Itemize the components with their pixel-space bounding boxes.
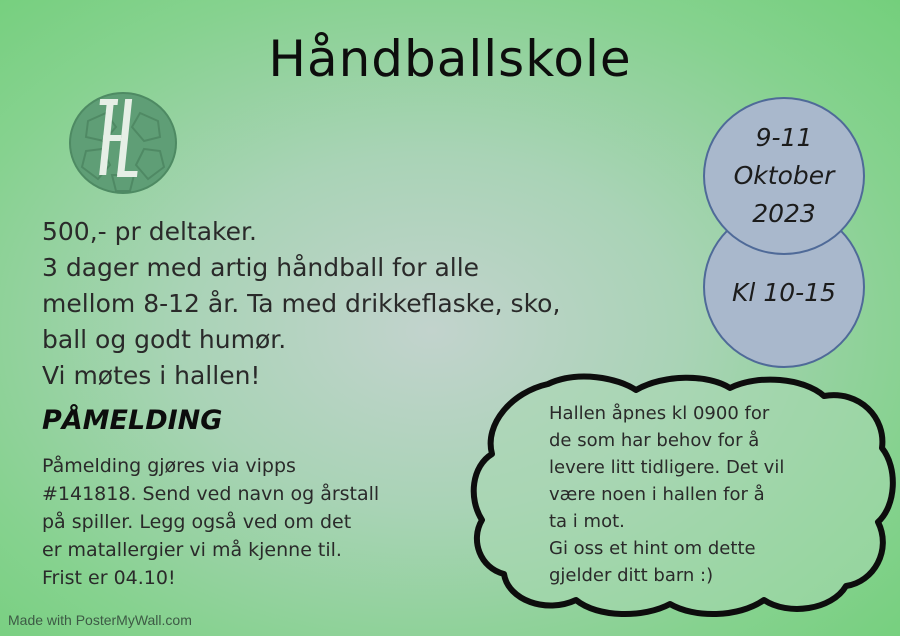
date-day: 9-11: [755, 123, 813, 152]
registration-line: Frist er 04.10!: [42, 567, 176, 589]
watermark: Made with PosterMyWall.com: [8, 612, 192, 628]
registration-line: Påmelding gjøres via vipps: [42, 455, 296, 477]
note-line: være noen i hallen for å: [549, 484, 765, 505]
poster-title: Håndballskole: [268, 30, 632, 88]
note-line: de som har behov for å: [549, 430, 760, 451]
cloud-note: [549, 400, 849, 589]
date-month: Oktober: [733, 161, 835, 190]
registration-line: er matallergier vi må kjenne til.: [42, 539, 342, 561]
registration-info: [42, 452, 442, 592]
info-line: mellom 8-12 år. Ta med drikkeflaske, sko,: [42, 289, 561, 318]
main-info: [42, 214, 662, 394]
date-year: 2023: [752, 199, 816, 228]
info-line: Vi møtes i hallen!: [42, 361, 261, 390]
time-text: Kl 10-15: [732, 277, 836, 307]
info-line: 500,- pr deltaker.: [42, 217, 257, 246]
date-badge: [703, 97, 865, 255]
note-line: gjelder ditt barn :): [549, 565, 714, 586]
note-line: levere litt tidligere. Det vil: [549, 457, 785, 478]
info-line: ball og godt humør.: [42, 325, 287, 354]
info-line: 3 dager med artig håndball for alle: [42, 253, 480, 282]
registration-line: på spiller. Legg også ved om det: [42, 511, 352, 533]
note-line: ta i mot.: [549, 511, 625, 532]
handball-club-logo-icon: [68, 91, 178, 195]
note-line: Gi oss et hint om dette: [549, 538, 756, 559]
registration-heading: PÅMELDING: [42, 405, 223, 436]
registration-line: #141818. Send ved navn og årstall: [42, 483, 380, 505]
note-line: Hallen åpnes kl 0900 for: [549, 403, 770, 424]
